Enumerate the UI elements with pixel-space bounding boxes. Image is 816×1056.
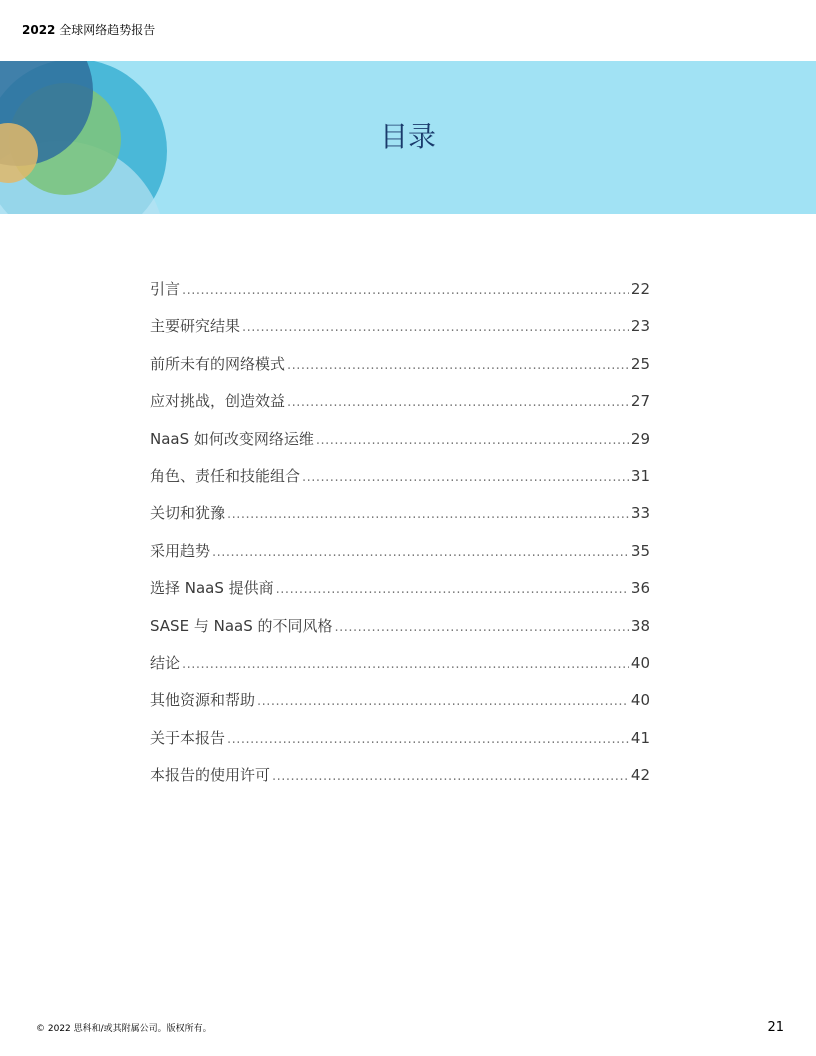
toc-entry-title: 本报告的使用许可 bbox=[150, 766, 271, 785]
toc-entry[interactable] bbox=[150, 315, 650, 352]
title-banner bbox=[0, 61, 816, 214]
toc-entry-page-number: 36 bbox=[630, 579, 650, 598]
toc-dot-leader bbox=[302, 470, 629, 485]
report-year: 2022 bbox=[22, 23, 56, 37]
toc-entry-title: 采用趋势 bbox=[150, 541, 211, 560]
toc-entry-title: 关切和犹豫 bbox=[150, 504, 226, 523]
toc-entry-page-number: 22 bbox=[630, 280, 650, 298]
toc-entry-page-number: 40 bbox=[630, 653, 650, 672]
toc-entry[interactable] bbox=[150, 540, 650, 577]
toc-entry-page-number: 40 bbox=[630, 691, 650, 710]
toc-entry[interactable] bbox=[150, 278, 650, 315]
toc-entry-page-number: 23 bbox=[630, 317, 650, 336]
toc-entry[interactable] bbox=[150, 577, 650, 614]
toc-entry-title: 引言 bbox=[150, 280, 181, 298]
toc-dot-leader bbox=[227, 732, 629, 747]
toc-entry[interactable] bbox=[150, 764, 650, 801]
toc-entry-page-number: 33 bbox=[630, 504, 650, 523]
report-header bbox=[22, 21, 155, 38]
toc-entry[interactable] bbox=[150, 465, 650, 502]
toc-entry-page-number: 27 bbox=[630, 392, 650, 411]
toc-entry[interactable] bbox=[150, 428, 650, 465]
toc-dot-leader bbox=[335, 620, 629, 635]
toc-entry-title: 结论 bbox=[150, 653, 181, 672]
toc-entry-page-number: 25 bbox=[630, 354, 650, 373]
toc-entry[interactable] bbox=[150, 502, 650, 539]
toc-entry-title: 其他资源和帮助 bbox=[150, 691, 256, 710]
report-title: 全球网络趋势报告 bbox=[59, 23, 156, 37]
toc-entry-title: SASE 与 NaaS 的不同风格 bbox=[150, 616, 333, 635]
toc-entry-title: 主要研究结果 bbox=[150, 317, 241, 336]
toc-entry-title: 选择 NaaS 提供商 bbox=[150, 579, 274, 598]
toc-dot-leader bbox=[276, 582, 629, 597]
toc-entry-page-number: 35 bbox=[630, 541, 650, 560]
toc-dot-leader bbox=[272, 769, 629, 784]
toc-dot-leader bbox=[182, 657, 629, 672]
toc-dot-leader bbox=[287, 395, 629, 410]
toc-entry[interactable] bbox=[150, 390, 650, 427]
toc-entry-title: 前所未有的网络模式 bbox=[150, 354, 286, 373]
toc-entry-page-number: 29 bbox=[630, 429, 650, 448]
toc-entry[interactable] bbox=[150, 353, 650, 390]
toc-entry[interactable] bbox=[150, 689, 650, 726]
toc-entry-title: 应对挑战，创造效益 bbox=[150, 392, 286, 411]
toc-dot-leader bbox=[257, 694, 629, 709]
toc-entry-page-number: 42 bbox=[630, 766, 650, 785]
page-number: 21 bbox=[767, 1020, 784, 1035]
toc-entry[interactable] bbox=[150, 652, 650, 689]
table-of-contents bbox=[150, 278, 650, 801]
page-title: 目录 bbox=[379, 120, 436, 153]
toc-entry[interactable] bbox=[150, 727, 650, 764]
toc-entry[interactable] bbox=[150, 615, 650, 652]
toc-entry-title: 关于本报告 bbox=[150, 728, 226, 747]
toc-entry-page-number: 31 bbox=[630, 466, 650, 485]
toc-dot-leader bbox=[212, 545, 629, 560]
toc-dot-leader bbox=[227, 507, 629, 522]
toc-entry-page-number: 38 bbox=[630, 616, 650, 635]
toc-dot-leader bbox=[316, 433, 629, 448]
toc-dot-leader bbox=[287, 358, 629, 373]
footer-copyright: © 2022 思科和/或其附属公司。版权所有。 bbox=[36, 1024, 212, 1034]
toc-entry-title: 角色、责任和技能组合 bbox=[150, 466, 301, 485]
toc-dot-leader bbox=[182, 283, 629, 298]
toc-entry-title: NaaS 如何改变网络运维 bbox=[150, 429, 314, 448]
toc-entry-page-number: 41 bbox=[630, 728, 650, 747]
toc-dot-leader bbox=[242, 320, 629, 335]
